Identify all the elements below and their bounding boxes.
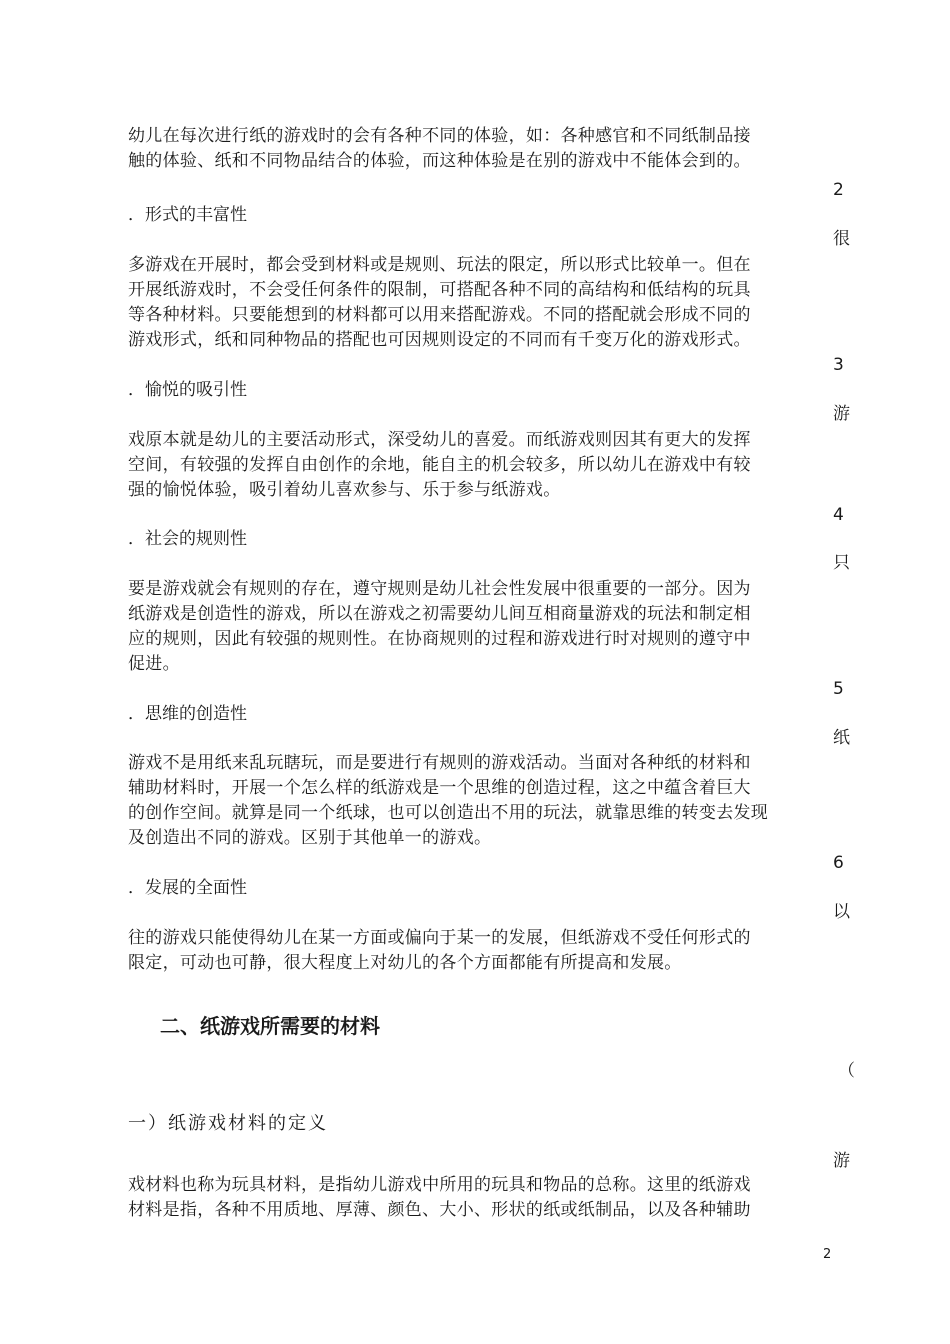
paragraph: [128, 577, 828, 677]
section-title: 二、纸游戏所需要的材料: [160, 1014, 380, 1038]
page-number: 2: [823, 1247, 832, 1262]
text-line: 的创作空间。就算是同一个纸球，也可以创造出不用的玩法，就靠思维的转变去发现: [128, 803, 769, 823]
margin-char: 游: [833, 1151, 850, 1171]
margin-char: 游: [833, 404, 850, 424]
text-line: 限定，可动也可静，很大程度上对幼儿的各个方面都能有所提高和发展。: [128, 953, 682, 973]
paragraph: [128, 253, 828, 353]
text-line: 及创造出不同的游戏。区别于其他单一的游戏。: [128, 828, 492, 848]
margin-char: 很: [833, 229, 850, 249]
margin-paren: （: [838, 1061, 855, 1081]
margin-number: 5: [833, 679, 844, 699]
subsection-title: 一）纸游戏材料的定义: [128, 1113, 328, 1134]
text-line: 戏材料也称为玩具材料，是指幼儿游戏中所用的玩具和物品的总称。这里的纸游戏: [128, 1175, 751, 1195]
margin-char: 以: [833, 902, 850, 922]
text-line: 开展纸游戏时，不会受任何条件的限制，可搭配各种不同的高结构和低结构的玩具: [128, 280, 751, 300]
paragraph: [128, 428, 828, 503]
heading-pleasure-attraction: ．愉悦的吸引性: [128, 380, 247, 400]
paragraph: [128, 926, 828, 976]
heading-richness-of-form: ．形式的丰富性: [128, 205, 247, 225]
margin-number: 3: [833, 355, 844, 375]
paragraph: [128, 751, 828, 851]
text-line: 促进。: [128, 654, 180, 674]
margin-char: 纸: [833, 728, 850, 748]
paragraph: [128, 1173, 828, 1223]
text-line: 游戏形式，纸和同种物品的搭配也可因规则设定的不同而有千变万化的游戏形式。: [128, 330, 751, 350]
heading-comprehensive-development: ．发展的全面性: [128, 878, 247, 898]
text-line: 戏原本就是幼儿的主要活动形式，深受幼儿的喜爱。而纸游戏则因其有更大的发挥: [128, 430, 751, 450]
text-line: 触的体验、纸和不同物品结合的体验，而这种体验是在别的游戏中不能体会到的。: [128, 151, 751, 171]
text-line: 游戏不是用纸来乱玩瞎玩，而是要进行有规则的游戏活动。当面对各种纸的材料和: [128, 753, 751, 773]
text-line: 幼儿在每次进行纸的游戏时的会有各种不同的体验，如：各种感官和不同纸制品接: [128, 126, 751, 146]
margin-char: 只: [833, 553, 850, 573]
heading-social-rules: ．社会的规则性: [128, 529, 247, 549]
text-line: 应的规则，因此有较强的规则性。在协商规则的过程和游戏进行时对规则的遵守中: [128, 629, 751, 649]
text-line: 往的游戏只能使得幼儿在某一方面或偏向于某一的发展，但纸游戏不受任何形式的: [128, 928, 751, 948]
margin-number: 2: [833, 180, 844, 200]
text-line: 强的愉悦体验，吸引着幼儿喜欢参与、乐于参与纸游戏。: [128, 480, 561, 500]
text-line: 空间，有较强的发挥自由创作的余地，能自主的机会较多，所以幼儿在游戏中有较: [128, 455, 751, 475]
margin-number: 6: [833, 853, 844, 873]
margin-number: 4: [833, 505, 844, 525]
text-line: 等各种材料。只要能想到的材料都可以用来搭配游戏。不同的搭配就会形成不同的: [128, 305, 751, 325]
text-line: 材料是指，各种不用质地、厚薄、颜色、大小、形状的纸或纸制品，以及各种辅助: [128, 1200, 751, 1220]
text-line: 纸游戏是创造性的游戏，所以在游戏之初需要幼儿间互相商量游戏的玩法和制定相: [128, 604, 751, 624]
paragraph: [128, 124, 828, 174]
heading-creative-thinking: ．思维的创造性: [128, 704, 247, 724]
text-line: 辅助材料时，开展一个怎么样的纸游戏是一个思维的创造过程，这之中蕴含着巨大: [128, 778, 751, 798]
text-line: 多游戏在开展时，都会受到材料或是规则、玩法的限定，所以形式比较单一。但在: [128, 255, 751, 275]
text-line: 要是游戏就会有规则的存在，遵守规则是幼儿社会性发展中很重要的一部分。因为: [128, 579, 751, 599]
